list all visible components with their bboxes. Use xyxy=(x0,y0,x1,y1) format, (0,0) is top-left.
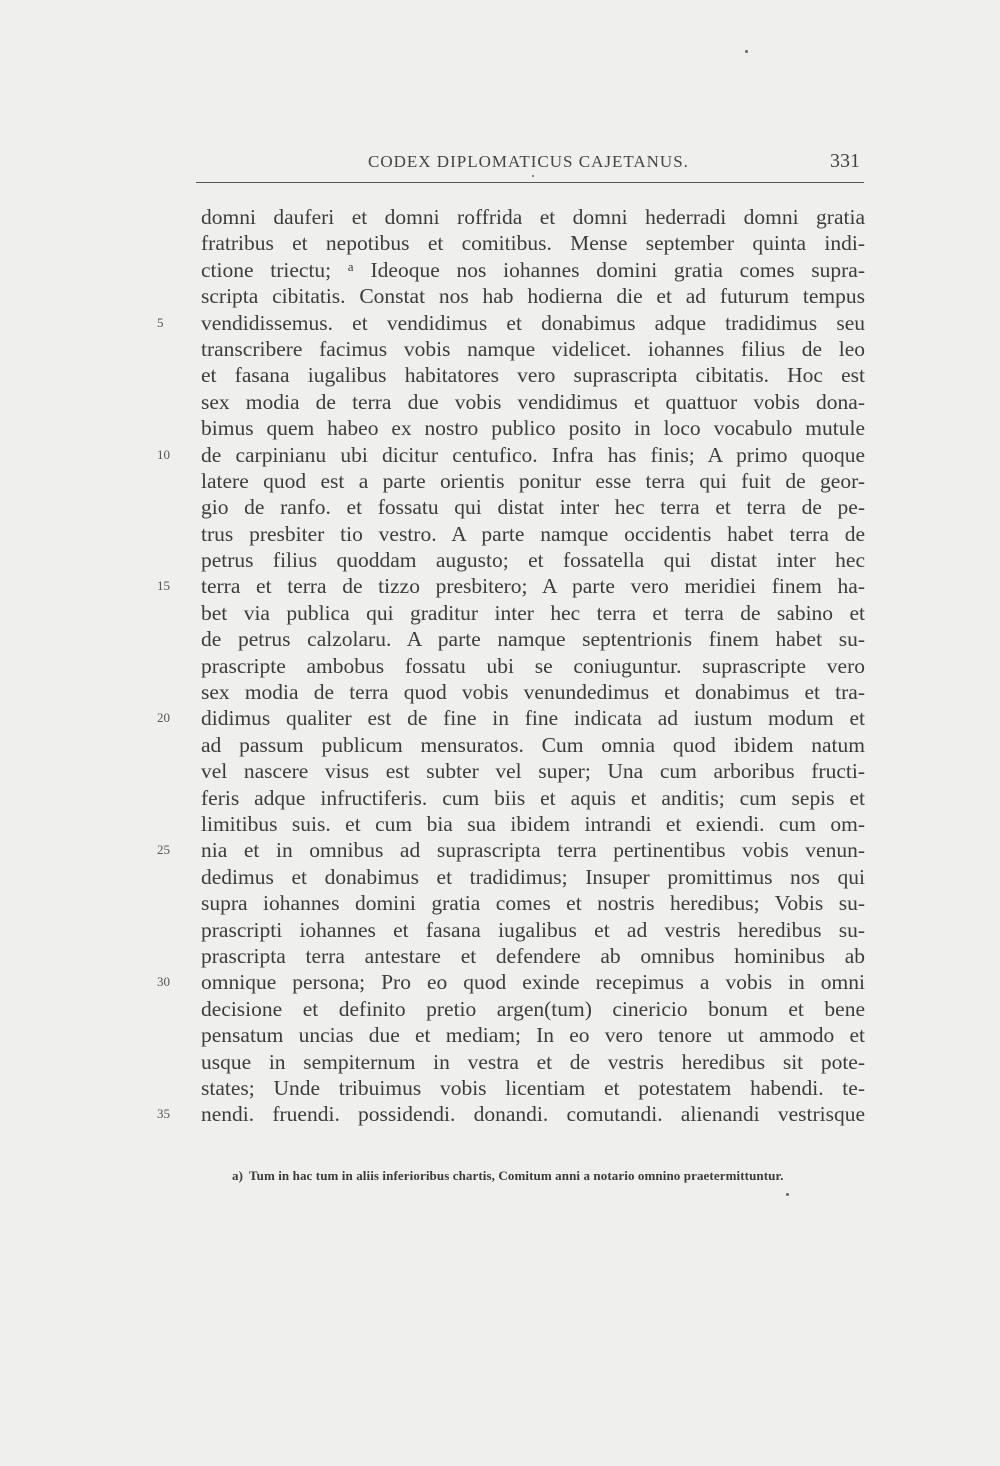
line-text: prascripti iohannes et fasana iugalibus et ad vestris heredibus su- xyxy=(201,917,865,942)
line-text: fratribus et nepotibus et comitibus. Mense september quinta indi- xyxy=(201,231,865,256)
text-line xyxy=(201,1049,865,1075)
text-line xyxy=(201,204,865,230)
text-line xyxy=(201,811,865,837)
text-line xyxy=(157,310,865,336)
line-number: 20 xyxy=(157,710,170,726)
line-number: 15 xyxy=(157,578,170,594)
paper-speck xyxy=(745,50,748,53)
line-number: 30 xyxy=(157,974,170,990)
line-text: vel nascere visus est subter vel super; Una cum arboribus fructi- xyxy=(201,759,865,784)
text-line xyxy=(201,230,865,256)
text-line xyxy=(157,442,865,468)
line-text: domni dauferi et domni roffrida et domni hederradi domni gratia xyxy=(201,205,865,229)
line-text: feris adque infructiferis. cum biis et aquis et anditis; cum sepis et xyxy=(201,785,865,810)
footnote-marker: a) xyxy=(232,1168,244,1183)
line-text: limitibus suis. et cum bia sua ibidem intrandi et exiendi. cum om- xyxy=(201,811,865,836)
text-line xyxy=(201,283,865,309)
line-text: ad passum publicum mensuratos. Cum omnia quod ibidem natum xyxy=(201,732,865,757)
text-line xyxy=(201,389,865,415)
line-text: ctione triectu; ᵃ Ideoque nos iohannes domini gratia comes supra- xyxy=(201,257,865,282)
text-line xyxy=(201,521,865,547)
text-line xyxy=(157,1101,865,1127)
line-text: usque in sempiternum in vestra et de vestris heredibus sit pote- xyxy=(201,1049,865,1074)
line-text: supra iohannes domini gratia comes et nostris heredibus; Vobis su- xyxy=(201,891,865,916)
text-line xyxy=(157,837,865,863)
text-line xyxy=(201,415,865,441)
line-text: prascripta terra antestare et defendere ab omnibus hominibus ab xyxy=(201,943,865,968)
line-text: pensatum uncias due et mediam; In eo vero tenore ut ammodo et xyxy=(201,1023,865,1048)
text-line xyxy=(201,1075,865,1101)
line-text: decisione et definito pretio argen(tum) cinericio bonum et bene xyxy=(201,996,865,1021)
text-line xyxy=(201,336,865,362)
line-number: 5 xyxy=(157,314,164,330)
text-line xyxy=(201,864,865,890)
text-line xyxy=(201,758,865,784)
line-text: sex modia de terra quod vobis venundedimus et donabimus et tra- xyxy=(201,680,865,705)
text-line xyxy=(201,257,865,283)
line-number: 35 xyxy=(157,1106,170,1122)
page-number: 331 xyxy=(830,150,860,172)
line-text: petrus filius quoddam augusto; et fossatella qui distat inter hec xyxy=(201,548,865,573)
line-text: omnique persona; Pro eo quod exinde recepimus a vobis in omni xyxy=(201,970,865,995)
line-text: trus presbiter tio vestro. A parte namque occidentis habet terra de xyxy=(201,521,865,546)
line-text: didimus qualiter est de fine in fine indicata ad iustum modum et xyxy=(201,706,865,731)
line-text: bimus quem habeo ex nostro publico posito in loco vocabulo mutule xyxy=(201,416,865,441)
text-line xyxy=(201,996,865,1022)
text-line xyxy=(201,732,865,758)
line-number: 10 xyxy=(157,446,170,462)
running-header xyxy=(196,148,864,178)
line-text: sex modia de terra due vobis vendidimus et quattuor vobis dona- xyxy=(201,389,865,414)
line-text: nendi. fruendi. possidendi. donandi. comutandi. alienandi vestrisque xyxy=(201,1102,865,1127)
line-text: nia et in omnibus ad suprascripta terra pertinentibus vobis venun- xyxy=(201,838,865,863)
line-text: gio de ranfo. et fossatu qui distat inter hec terra et terra de pe- xyxy=(201,495,865,520)
text-line xyxy=(201,547,865,573)
line-text: et fasana iugalibus habitatores vero suprascripta cibitatis. Hoc est xyxy=(201,363,865,388)
header-title: CODEX DIPLOMATICUS CAJETANUS. xyxy=(368,152,689,171)
paper-speck xyxy=(786,1193,789,1196)
line-number: 25 xyxy=(157,842,170,858)
line-text: transcribere facimus vobis namque videlicet. iohannes filius de leo xyxy=(201,336,865,361)
line-text: bet via publica qui graditur inter hec terra et terra de sabino et xyxy=(201,600,865,625)
text-line xyxy=(201,600,865,626)
line-text: scripta cibitatis. Constat nos hab hodierna die et ad futurum tempus xyxy=(201,284,865,309)
text-line xyxy=(201,890,865,916)
line-text: de carpinianu ubi dicitur centufico. Infra has finis; A primo quoque xyxy=(201,442,865,467)
text-line xyxy=(201,943,865,969)
footnote xyxy=(232,1168,862,1184)
text-line xyxy=(201,1022,865,1048)
text-line xyxy=(201,785,865,811)
text-line xyxy=(157,705,865,731)
text-line xyxy=(201,468,865,494)
text-line xyxy=(157,969,865,995)
line-text: vendidissemus. et vendidimus et donabimus adque tradidimus seu xyxy=(201,310,865,335)
text-line xyxy=(201,494,865,520)
line-text: dedimus et donabimus et tradidimus; Insuper promittimus nos qui xyxy=(201,864,865,889)
footnote-text: Tum in hac tum in aliis inferioribus chartis, Comitum anni a notario omnino praetermittuntur. xyxy=(249,1168,784,1183)
paper-speck xyxy=(532,175,534,177)
line-text: de petrus calzolaru. A parte namque septentrionis finem habet su- xyxy=(201,627,865,652)
line-text: states; Unde tribuimus vobis licentiam et potestatem habendi. te- xyxy=(201,1075,865,1100)
text-line xyxy=(201,917,865,943)
line-text: prascripte ambobus fossatu ubi se coniuguntur. suprascripte vero xyxy=(201,653,865,678)
line-text: latere quod est a parte orientis ponitur esse terra qui fuit de geor- xyxy=(201,468,865,493)
text-line xyxy=(201,362,865,388)
main-text xyxy=(157,204,865,1128)
text-line xyxy=(201,653,865,679)
header-rule xyxy=(196,182,864,183)
text-line xyxy=(157,573,865,599)
text-line xyxy=(201,626,865,652)
line-text: terra et terra de tizzo presbitero; A parte vero meridiei finem ha- xyxy=(201,574,865,599)
text-line xyxy=(201,679,865,705)
